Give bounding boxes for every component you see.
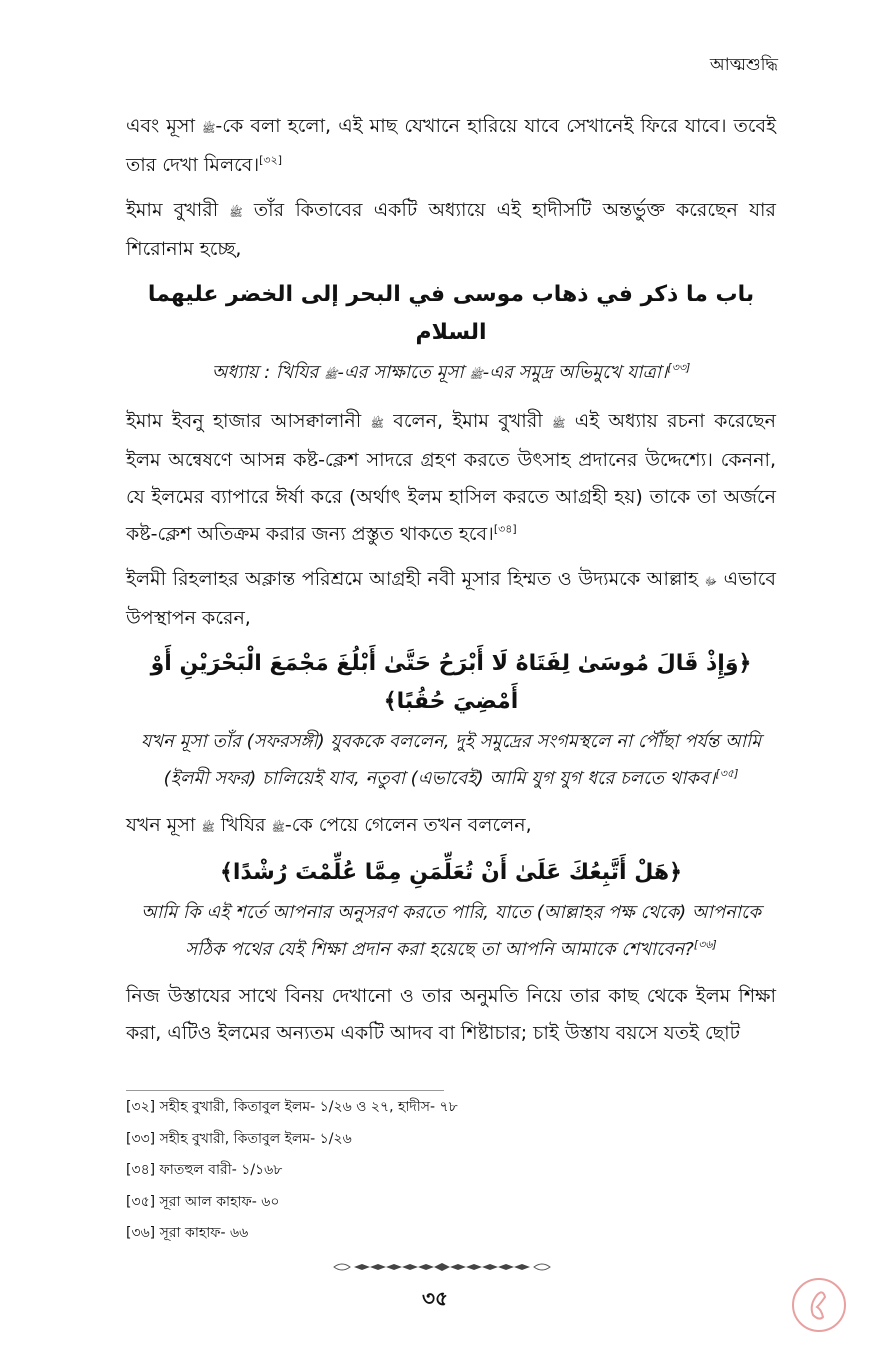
footnotes: [126, 1096, 458, 1254]
paragraph-1: এবং মূসা ﷺ-কে বলা হলো, এই মাছ যেখানে হারিয়ে যাবে সেখানেই ফিরে যাবে। তবেই তার দেখা মিলবে।[৩২]: [126, 115, 776, 176]
verse-2-translation: আমি কি এই শর্তে আপনার অনুসরণ করতে পারি, যাতে (আল্লাহর পক্ষ থেকে) আপনাকে সঠিক পথের যেই শিক্ষা প্রদান করা হয়েছে তা আপনি আমাকে শেখাবেন?[৩৬]: [141, 902, 761, 960]
honorific-symbol: ﷺ: [202, 122, 216, 135]
footnote-ref[interactable]: [৩৫]: [715, 767, 739, 780]
footnote-33: [৩৩] সহীহ বুখারী, কিতাবুল ইলম- ১/২৬: [126, 1130, 352, 1147]
footnote-ref[interactable]: [৩৩]: [667, 361, 691, 374]
quran-verse-2: ﴿هَلْ أَتَّبِعُكَ عَلَىٰ أَنْ تُعَلِّمَنِ مِمَّا عُلِّمْتَ رُشْدًا﴾: [220, 860, 682, 885]
footnote-36: [৩৬] সূরা কাহাফ- ৬৬: [126, 1225, 249, 1241]
footnote-ref[interactable]: [৩২]: [259, 153, 283, 167]
quran-verse-1: ﴿وَإِذْ قَالَ مُوسَىٰ لِفَتَاهُ لَا أَبْرَحُ حَتَّىٰ أَبْلُغَ مَجْمَعَ الْبَحْرَيْنِ أَوْ أَمْضِيَ حُقُبًا﴾: [150, 651, 752, 714]
honorific-symbol: ﷺ: [201, 821, 215, 834]
paragraph-4: ইলমী রিহলাহর অক্লান্ত পরিশ্রমে আগ্রহী নবী মূসার হিম্মত ও উদ্যমকে আল্লাহ ﷻ এভাবে উপস্থাপন করেন,: [126, 568, 776, 629]
page-number: ৩৫: [422, 1286, 448, 1310]
arabic-chapter-title: باب ما ذكر في ذهاب موسى في البحر إلى الخضر عليهما السلام: [147, 282, 755, 345]
honorific-symbol: ﷺ: [229, 206, 243, 219]
honorific-symbol: ﷺ: [552, 417, 566, 430]
footnote-32: [৩২] সহীহ বুখারী, কিতাবুল ইলম- ১/২৬ ও ২৭, হাদীস- ৭৮: [126, 1099, 458, 1115]
honorific-symbol: ﷺ: [271, 821, 285, 834]
paragraph-2: ইমাম বুখারী ﷺ তাঁর কিতাবের একটি অধ্যায়ে এই হাদীসটি অন্তর্ভুক্ত করেছেন যার শিরোনাম হচ্ছে,: [126, 199, 776, 260]
paragraph-5: যখন মূসা ﷺ খিযির ﷺ-কে পেয়ে গেলেন তখন বললেন,: [126, 814, 532, 836]
paragraph-3: ইমাম ইবনু হাজার আসক্বালানী ﷺ বলেন, ইমাম বুখারী ﷺ এই অধ্যায় রচনা করেছেন ইলম অন্বেষণে আসন্ন কষ্ট-ক্লেশ সাদরে গ্রহণ করতে উৎসাহ প্রদানের উদ্দেশ্যে। কেননা, যে ইলমের ব্যাপারে ঈর্ষা করে (অর্থাৎ ইলম হাসিল করতে আগ্রহী হয়) তাকে তা অর্জনে কষ্ট-ক্লেশ অতিক্রম করার জন্য প্রস্তুত থাকতে হবে।[৩৪]: [126, 410, 776, 545]
decorative-ornament: [332, 1260, 552, 1274]
honorific-symbol: ﷺ: [370, 417, 384, 430]
honorific-allah-symbol: ﷻ: [704, 575, 718, 588]
paragraph-6: নিজ উস্তাযের সাথে বিনয় দেখানো ও তার অনুমতি নিয়ে তার কাছ থেকে ইলম শিক্ষা করা, এটিও ইলমের অন্যতম একটি আদব বা শিষ্টাচার; চাই উস্তায বয়সে যতই ছোট: [126, 985, 776, 1044]
footnote-ref[interactable]: [৩৪]: [493, 522, 517, 536]
chapter-title-translation: অধ্যায় : খিযির ﷺ-এর সাক্ষাতে মূসা ﷺ-এর সমুদ্র অভিমুখে যাত্রা।[৩৩]: [211, 361, 691, 383]
page-body: [126, 108, 776, 1060]
footnote-divider: [126, 1090, 444, 1091]
publisher-logo-icon: [791, 1277, 847, 1333]
verse-1-translation: যখন মূসা তাঁর (সফরসঙ্গী) যুবককে বললেন, দুই সমুদ্রের সংগমস্থলে না পৌঁছা পর্যন্ত আমি (ইলমী সফর) চালিয়েই যাব, নতুবা (এভাবেই) আমি যুগ যুগ ধরে চলতে থাকব।[৩৫]: [140, 731, 762, 789]
footnote-35: [৩৫] সূরা আল কাহাফ- ৬০: [126, 1193, 280, 1210]
footnote-34: [৩৪] ফাতহুল বারী- ১/১৬৮: [126, 1162, 283, 1178]
honorific-symbol: ﷺ: [324, 368, 338, 381]
running-header: আত্মশুদ্ধি: [709, 55, 778, 75]
honorific-symbol: ﷺ: [469, 368, 483, 381]
footnote-ref[interactable]: [৩৬]: [693, 938, 717, 951]
